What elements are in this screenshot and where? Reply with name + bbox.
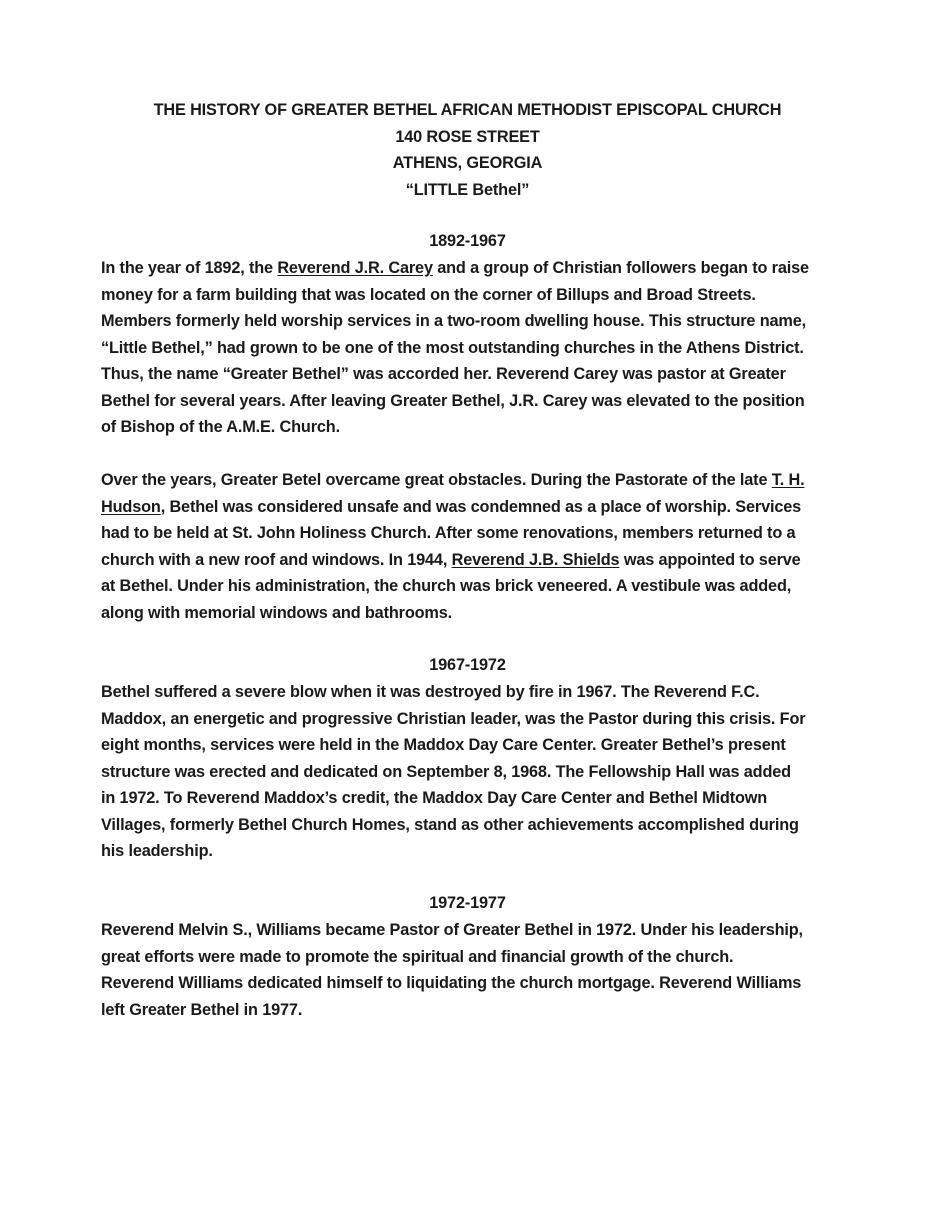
address-street: 140 ROSE STREET (395, 127, 540, 146)
text-line (101, 494, 846, 521)
text-span: church with a new roof and windows. In 1944, (101, 550, 452, 569)
text-line: in 1972. To Reverend Maddox’s credit, the Maddox Day Care Center and Bethel Midtown (101, 789, 768, 807)
paragraph-1967-1972 (101, 679, 846, 865)
text-line: Maddox, an energetic and progressive Christian leader, was the Pastor during this crisis. For (101, 709, 806, 728)
text-span: , Bethel was considered unsafe and was condemned as a place of worship. Services (160, 497, 802, 516)
document-title-block (0, 97, 935, 203)
text-line: “Little Bethel,” had grown to be one of the most outstanding churches in the Athens District. (101, 338, 804, 357)
text-line: at Bethel. Under his administration, the church was brick veneered. A vestibule was added, (101, 577, 792, 595)
text-line: Bethel for several years. After leaving Greater Bethel, J.R. Carey was elevated to the position (101, 391, 805, 410)
text-line: great efforts were made to promote the spiritual and financial growth of the church. (101, 947, 734, 966)
underlined-name-jb-shields: Reverend J.B. Shields (451, 550, 620, 569)
text-line: Reverend Melvin S., Williams became Pastor of Greater Bethel in 1972. Under his leadership, (101, 921, 803, 939)
document-subtitle: “LITTLE Bethel” (405, 180, 530, 199)
section-heading-1972-1977: 1972-1977 (429, 894, 506, 912)
text-line (101, 467, 846, 494)
text-span: and a group of Christian followers began to raise (432, 259, 809, 277)
paragraph-1972-1977 (101, 917, 846, 1023)
underlined-name-jr-carey: Reverend J.R. Carey (277, 259, 433, 277)
text-line: his leadership. (101, 842, 213, 860)
text-line: eight months, services were held in the Maddox Day Care Center. Greater Bethel’s present (101, 736, 786, 754)
text-line: Bethel suffered a severe blow when it was destroyed by fire in 1967. The Reverend F.C. (101, 683, 760, 701)
text-span: was appointed to serve (619, 550, 801, 569)
text-line: of Bishop of the A.M.E. Church. (101, 418, 340, 436)
text-line: Villages, formerly Bethel Church Homes, stand as other achievements accomplished during (101, 815, 799, 834)
text-line: money for a farm building that was located on the corner of Billups and Broad Streets. (101, 285, 756, 304)
underlined-name-th-hudson: T. H. (771, 471, 805, 489)
text-line (101, 547, 846, 574)
text-line: left Greater Bethel in 1977. (101, 1000, 303, 1019)
text-line: Members formerly held worship services in a two-room dwelling house. This structure name, (101, 312, 807, 330)
address-city: ATHENS, GEORGIA (392, 154, 543, 172)
text-line: had to be held at St. John Holiness Church. After some renovations, members returned to a (101, 524, 796, 542)
text-span: In the year of 1892, the (101, 259, 278, 277)
text-span: Over the years, Greater Betel overcame great obstacles. During the Pastorate of the late (101, 471, 772, 489)
underlined-name-hudson: Hudson (101, 497, 161, 516)
text-line (101, 255, 846, 282)
text-line: along with memorial windows and bathrooms. (101, 603, 453, 622)
paragraph-1892-founding (101, 255, 846, 441)
paragraph-obstacles (101, 467, 846, 626)
text-line: structure was erected and dedicated on September 8, 1968. The Fellowship Hall was added (101, 762, 791, 781)
section-heading-1967-1972: 1967-1972 (429, 656, 506, 674)
section-heading-1892-1967: 1892-1967 (429, 232, 506, 250)
text-line: Reverend Williams dedicated himself to liquidating the church mortgage. Reverend Williams (101, 974, 802, 992)
document-title: THE HISTORY OF GREATER BETHEL AFRICAN METHODIST EPISCOPAL CHURCH (153, 101, 782, 119)
text-line: Thus, the name “Greater Bethel” was accorded her. Reverend Carey was pastor at Greater (101, 365, 786, 383)
